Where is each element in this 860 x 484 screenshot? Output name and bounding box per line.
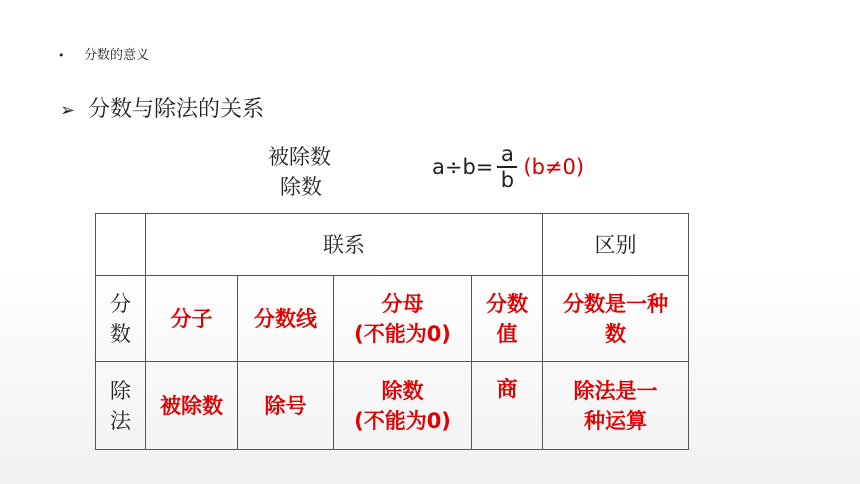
arrow-bullet-icon: ➢ [60,100,76,121]
table-row-division [96,362,689,450]
formula [432,143,584,191]
division-sign-cell: 除号 [238,362,334,450]
row-label-division-1: 除 [110,378,131,403]
section-title: 分数与除法的关系 [88,97,265,122]
division-diff-text-1: 除法是一 [573,378,658,403]
row-label-fraction-2: 数 [110,321,131,346]
fraction-diff-cell [543,276,689,362]
divisor-text: 除数 [381,378,424,403]
definition-dividend: 被除数 [268,145,331,169]
header-diff-cell: 区别 [543,214,689,276]
fraction-value-text-1: 分数 [486,291,528,316]
definitions [268,142,331,202]
fraction-denominator-cell [334,276,472,362]
formula-condition: (b≠0) [523,155,585,179]
table-header-row [96,214,689,276]
fraction-denominator-note: (不能为0) [354,321,451,346]
fraction-line-cell: 分数线 [238,276,334,362]
header-link-cell: 联系 [146,214,543,276]
comparison-table [95,213,689,450]
fraction-diff-text-2: 数 [605,321,626,346]
fraction-numerator: a [500,142,514,166]
fraction [497,143,517,191]
section-heading [60,92,264,123]
row-label-division [96,362,146,450]
definition-divisor: 除数 [280,175,322,199]
division-diff-cell [543,362,689,450]
fraction-value-cell [472,276,543,362]
fraction-numerator-cell: 分子 [146,276,238,362]
formula-lhs: a÷b= [432,155,494,179]
row-label-division-2: 法 [110,408,131,433]
dividend-cell: 被除数 [146,362,238,450]
table-row-fraction [96,276,689,362]
row-label-fraction [96,276,146,362]
fraction-denominator: b [500,168,515,192]
header-title: 分数的意义 [84,48,150,63]
header-empty-cell [96,214,146,276]
bullet-icon: • [58,49,65,62]
row-label-fraction-1: 分 [110,291,131,316]
fraction-diff-text-1: 分数是一种 [563,291,668,316]
header [58,44,149,63]
fraction-value-text-2: 值 [496,321,518,346]
fraction-denominator-text: 分母 [381,291,424,316]
divisor-cell [334,362,472,450]
quotient-cell: 商 [472,362,543,450]
divisor-note: (不能为0) [354,408,451,433]
division-diff-text-2: 种运算 [584,408,647,433]
